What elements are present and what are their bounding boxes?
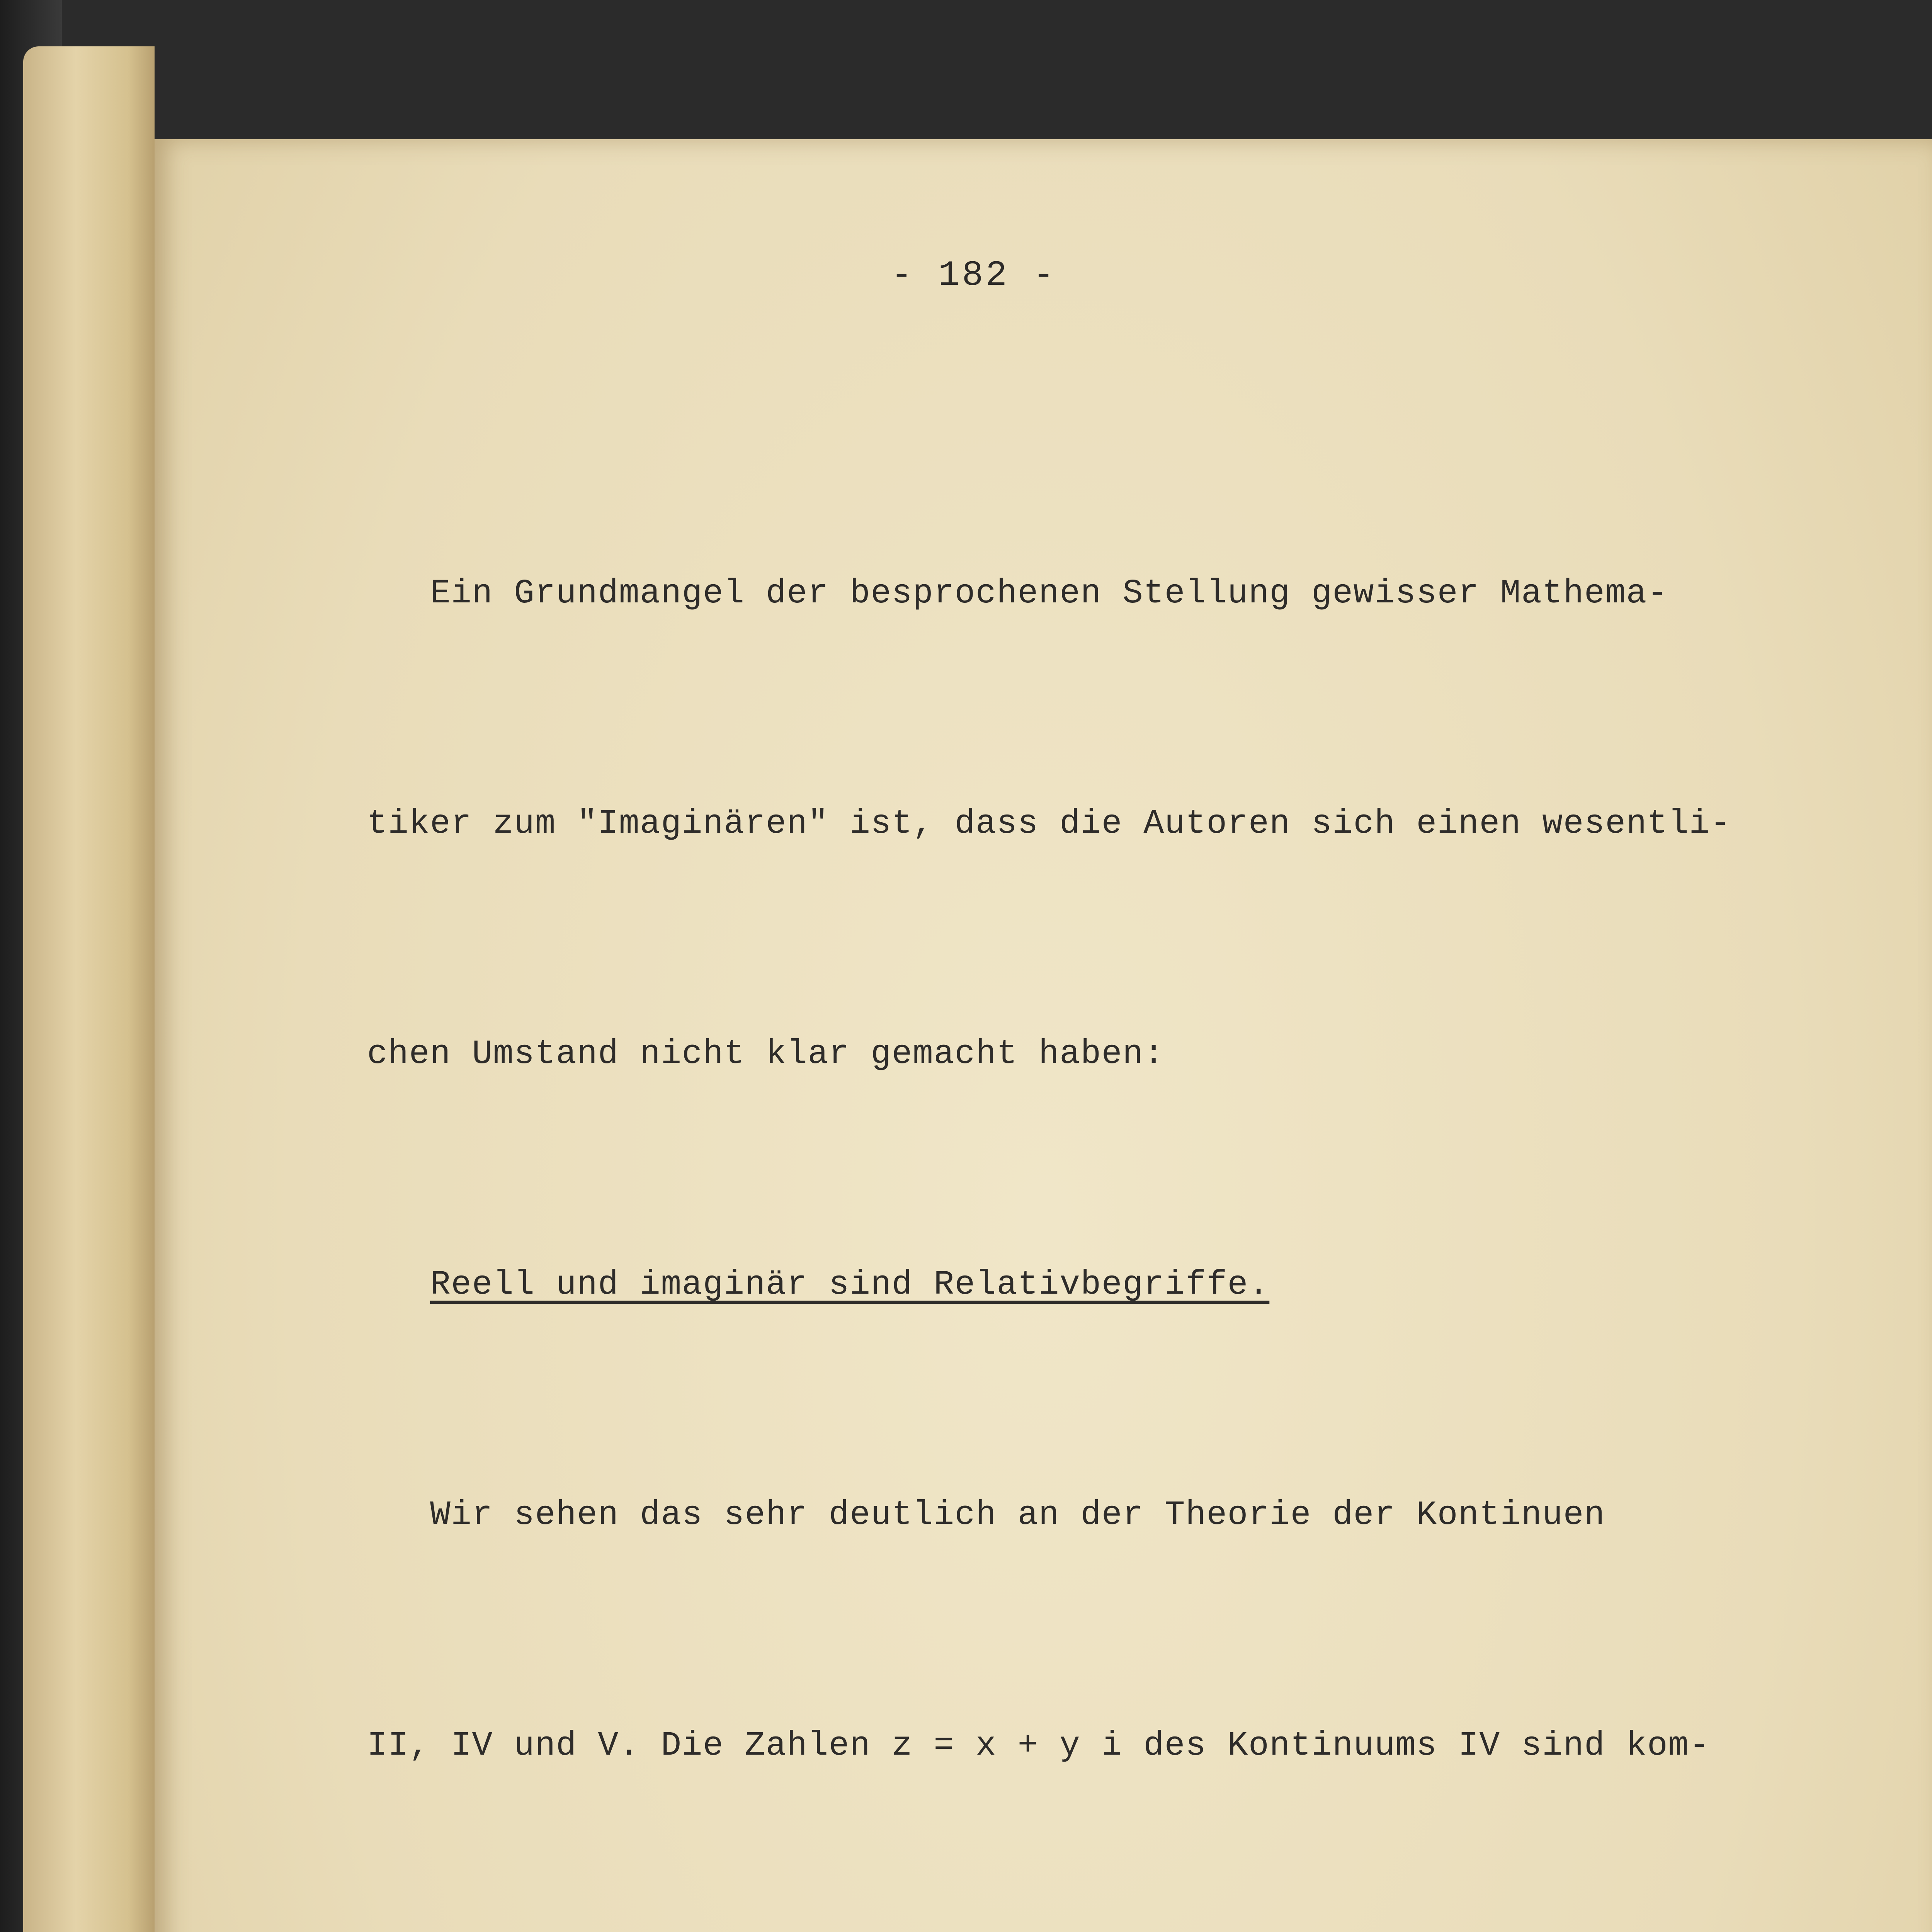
text-line	[367, 1477, 1913, 1554]
text-line	[367, 556, 1913, 633]
text-line-content: II, IV und V. Die Zahlen z = x + y i des Kontinuums IV sind kom-	[367, 1726, 1710, 1765]
text-line-content: Ein Grundmangel der besprochenen Stellung gewisser Mathema-	[430, 574, 1668, 613]
text-line	[367, 1247, 1913, 1324]
text-line-content: chen Umstand nicht klar gemacht haben:	[367, 1035, 1165, 1074]
text-line-content: Wir sehen das sehr deutlich an der Theorie der Kontinuen	[430, 1496, 1605, 1535]
emphasis-heading: Reell und imaginär sind Relativbegriffe.	[430, 1265, 1270, 1304]
text-line	[367, 1016, 1913, 1093]
text-line-content: tiker zum "Imaginären" ist, dass die Autoren sich einen wesentli-	[367, 804, 1731, 843]
text-line	[367, 1708, 1913, 1785]
text-line	[367, 786, 1913, 863]
body-text	[367, 402, 1913, 1932]
facing-page-edge	[23, 46, 155, 1932]
page-number: - 182 -	[891, 255, 1057, 296]
